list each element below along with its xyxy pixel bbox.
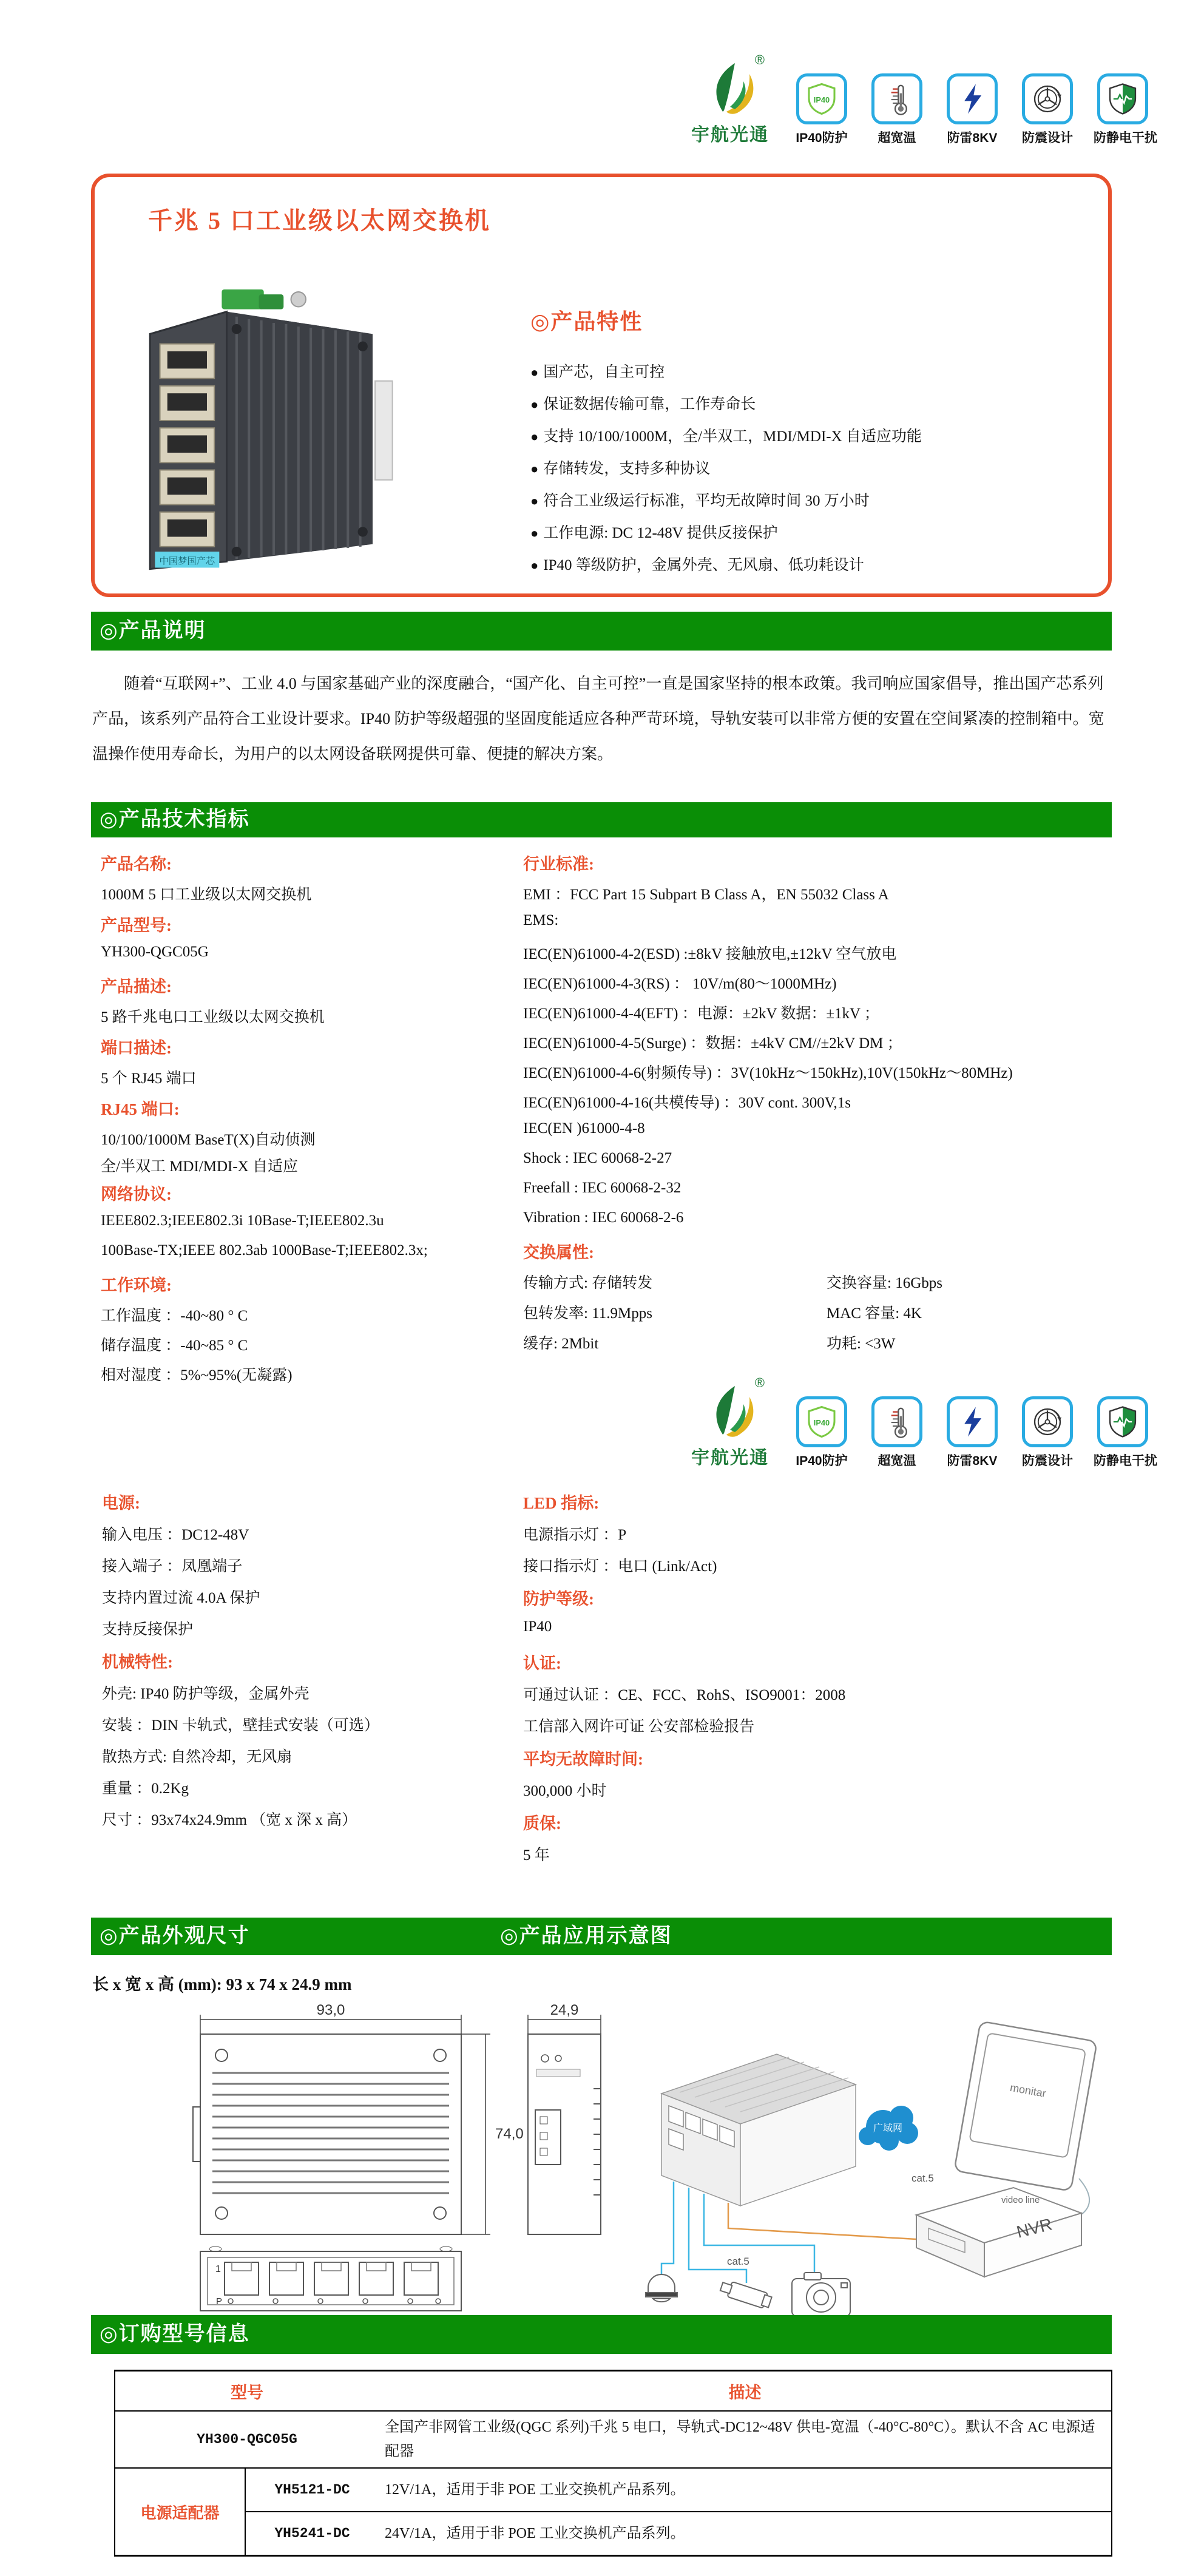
spec-label: RJ45 端口: — [101, 1100, 180, 1118]
spec-label: 机械特性: — [102, 1653, 173, 1671]
spec-label: 产品描述: — [101, 978, 172, 996]
spec-line: IEC(EN )61000-4-8 — [523, 1120, 645, 1137]
feature-item: ● 符合工业级运行标准，平均无故障时间 30 万小时 — [530, 485, 1077, 517]
badge-ip40: IP40 IP40防护 — [793, 1396, 851, 1469]
spec-line: 5 个 RJ45 端口 — [101, 1070, 197, 1087]
badge-anti-static: 防静电干扰 — [1094, 73, 1152, 146]
spec-line: IEC(EN)61000-4-16(共模传导) ：30V cont. 300V,1s — [523, 1095, 851, 1111]
brand-band-middle — [685, 1375, 1157, 1469]
spec-line: 接口指示灯 ：电口 (Link/Act) — [523, 1558, 717, 1575]
spec-line: 重量 ：0.2Kg — [102, 1780, 189, 1797]
appearance-heading: ◎产品外观尺寸 — [100, 1925, 250, 1947]
anti-vibration-icon — [1030, 1405, 1064, 1439]
feature-item: ● 支持 10/100/1000M，全/半双工，MDI/MDI-X 自适应功能 — [530, 421, 1077, 453]
feature-item: ● 保证数据传输可靠，工作寿命长 — [530, 388, 1077, 421]
section-bar-appearance — [91, 1918, 1112, 1955]
power-mech-column — [102, 1490, 515, 1839]
section-bar-tech: ◎产品技术指标 — [91, 802, 1112, 837]
spec-label: 质保: — [523, 1814, 561, 1833]
thermometer-icon — [880, 1405, 914, 1439]
spec-label: 工作环境: — [101, 1276, 172, 1294]
cloud-label: 广域网 — [873, 2123, 903, 2134]
badge-anti-vibration: 防震设计 — [1018, 73, 1077, 146]
section-bar-description: ◎产品说明 — [91, 612, 1112, 651]
spec-line: 安装 ：DIN 卡轨式，壁挂式安装（可选） — [102, 1717, 379, 1734]
spec-line: 电源指示灯 ：P — [523, 1527, 627, 1543]
order-table — [114, 2370, 1112, 2557]
spec-line: Vibration : IEC 60068-2-6 — [523, 1209, 684, 1226]
spec-line: IEEE802.3;IEEE802.3i 10Base-T;IEEE802.3u — [101, 1212, 384, 1229]
spec-line: Freefall : IEC 60068-2-32 — [523, 1180, 681, 1196]
led-cert-column — [523, 1490, 1115, 1875]
anti-static-icon — [1106, 1405, 1140, 1439]
lightning-icon — [955, 1405, 989, 1439]
spec-line: 工信部入网许可证 公安部检验报告 — [523, 1719, 755, 1735]
size-dimensions-line: 长 x 宽 x 高 (mm): 93 x 74 x 24.9 mm — [92, 1975, 352, 1993]
spec-label: 端口描述: — [101, 1039, 172, 1057]
section-bar-order: ◎订购型号信息 — [91, 2315, 1112, 2354]
product-photo — [113, 257, 435, 585]
order-desc: 全国产非网管工业级(QGC 系列)千兆 5 电口，导轨式-DC12~48V 供电-宽温（-40°C-80°C）。默认不含 AC 电源适配器 — [379, 2411, 1112, 2468]
feature-item: ● 存储转发，支持多种协议 — [530, 453, 1077, 485]
feature-item: ● 工作电源: DC 12-48V 提供反接保护 — [530, 517, 1077, 549]
anti-static-icon — [1106, 82, 1140, 116]
dim-depth-label: 24,9 — [550, 2002, 579, 2018]
order-header-row — [115, 2371, 1112, 2412]
spec-line: 储存温度 ：-40~85 ° C — [101, 1337, 248, 1354]
leaf-logo-icon — [697, 1379, 763, 1439]
spec-line: 5 路千兆电口工业级以太网交换机 — [101, 1009, 325, 1026]
spec-line: EMS: — [523, 912, 559, 928]
badge-lightning-8kv: 防雷8KV — [943, 73, 1001, 146]
anti-vibration-icon — [1030, 82, 1064, 116]
spec-label: 电源: — [102, 1494, 140, 1512]
video-line-label: video line — [1001, 2195, 1040, 2205]
spec-line: 支持反接保护 — [102, 1621, 194, 1638]
nvr-label: NVR — [1014, 2214, 1054, 2242]
spec-label: 网络协议: — [101, 1185, 172, 1203]
brand-name: 宇航光通 — [691, 1448, 769, 1468]
ip40-shield-icon — [805, 1405, 839, 1439]
features-list — [530, 356, 1077, 581]
spec-label: 行业标准: — [523, 855, 594, 873]
spec-line: 可通过认证 ：CE、FCC、RohS、ISO9001：2008 — [523, 1687, 846, 1703]
exchange-row: 包转发率: 11.9Mpps MAC 容量: 4K — [523, 1305, 922, 1322]
spec-line: IEC(EN)61000-4-5(Surge) ：数据：±4kV CM//±2kV DM ； — [523, 1035, 902, 1052]
brand-name: 宇航光通 — [691, 125, 769, 145]
badge-anti-vibration: 防震设计 — [1018, 1396, 1077, 1469]
spec-line: 100Base-TX;IEEE 802.3ab 1000Base-T;IEEE802.3x; — [101, 1242, 428, 1259]
exchange-row: 传输方式: 存储转发 交换容量: 16Gbps — [523, 1275, 942, 1291]
spec-line: IEC(EN)61000-4-2(ESD) :±8kV 接触放电,±12kV 空气放电 — [523, 946, 897, 962]
order-model: YH5121-DC — [245, 2468, 379, 2512]
order-row — [115, 2512, 1112, 2556]
spec-label: 防护等级: — [523, 1590, 594, 1608]
spec-line: 外壳: IP40 防护等级，金属外壳 — [102, 1686, 309, 1702]
tech-right-column — [523, 851, 1115, 1362]
badge-anti-static: 防静电干扰 — [1094, 1396, 1152, 1469]
feature-item: ● IP40 等级防护，金属外壳、无风扇、低功耗设计 — [530, 549, 1077, 581]
cat5-label-top: cat.5 — [911, 2172, 934, 2184]
spec-label: LED 指标: — [523, 1494, 600, 1512]
brand-logo — [685, 1375, 776, 1469]
application-diagram — [577, 2003, 1123, 2324]
spec-line: 工作温度 ：-40~80 ° C — [101, 1308, 248, 1324]
svg-text:IP40: IP40 — [813, 1418, 830, 1427]
spec-line: 1000M 5 口工业级以太网交换机 — [101, 887, 312, 903]
device-label: 中国梦国产芯 — [159, 556, 215, 567]
spec-line: IEC(EN)61000-4-4(EFT) ：电源：±2kV 数据：±1kV ； — [523, 1006, 879, 1022]
badge-wide-temp: 超宽温 — [868, 1396, 926, 1469]
leaf-logo-icon — [697, 56, 763, 117]
spec-line: 接入端子 ：凤凰端子 — [102, 1558, 243, 1575]
lightning-icon — [955, 82, 989, 116]
badge-ip40: IP40 IP40防护 — [793, 73, 851, 146]
spec-line: IP40 — [523, 1618, 552, 1635]
cat5-label-bottom: cat.5 — [727, 2256, 749, 2267]
bullet-camera-icon — [719, 2279, 773, 2310]
svg-text:IP40: IP40 — [813, 95, 830, 104]
spec-label: 交换属性: — [523, 1243, 594, 1262]
spec-line: IEC(EN)61000-4-6(射频传导) ：3V(10kHz～150kHz),10V(150kHz～80MHz) — [523, 1065, 1013, 1081]
dslr-camera-icon — [792, 2273, 850, 2316]
dome-camera-icon — [646, 2274, 677, 2302]
registered-mark: ® — [754, 52, 765, 67]
description-paragraph: 随着“互联网+”、工业 4.0 与国家基础产业的深度融合，“国产化、自主可控”一直是国家坚持的根本政策。我司响应国家倡导，推出国产芯系列产品，该系列产品符合工业设计要求。IP40 防护等级超强的坚固度能适应各种严苛环境，导轨安装可以非常方便的安置在空间紧凑的控制箱中。宽温操作使用寿命长，为用户的以太网设备联网提供可靠、便捷的解决方案。 — [92, 675, 1104, 763]
spec-line: 输入电压 ：DC12-48V — [102, 1527, 249, 1543]
spec-line: 10/100/1000M BaseT(X)自动侦测 — [101, 1132, 316, 1148]
order-desc: 24V/1A，适用于非 POE 工业交换机产品系列。 — [379, 2512, 1112, 2556]
order-col-model: 型号 — [115, 2371, 379, 2412]
order-model: YH300-QGC05G — [115, 2411, 379, 2468]
badge-wide-temp: 超宽温 — [868, 73, 926, 146]
spec-label: 产品型号: — [101, 916, 172, 935]
order-row — [115, 2411, 1112, 2468]
registered-mark: ® — [754, 1375, 765, 1390]
spec-line: 尺寸 ：93x74x24.9mm （宽 x 深 x 高） — [102, 1812, 357, 1828]
panel-led-label: P — [216, 2296, 223, 2307]
feature-item: ● 国产芯，自主可控 — [530, 356, 1077, 388]
spec-line: 300,000 小时 — [523, 1783, 607, 1799]
order-col-desc: 描述 — [379, 2371, 1112, 2412]
spec-line: EMI ：FCC Part 15 Subpart B Class A，EN 55032 Class A — [523, 887, 889, 903]
brand-band-top — [685, 52, 1157, 146]
panel-port-number: 1 — [215, 2264, 221, 2274]
exchange-row: 缓存: 2Mbit 功耗: <3W — [523, 1336, 896, 1352]
spec-label: 认证: — [523, 1654, 561, 1672]
features-heading: ◎产品特性 — [530, 309, 643, 334]
badge-lightning-8kv: 防雷8KV — [943, 1396, 1001, 1469]
product-title: 千兆 5 口工业级以太网交换机 — [148, 207, 491, 234]
dim-width-label: 93,0 — [316, 2002, 345, 2018]
spec-line: IEC(EN)61000-4-3(RS) ： 10V/m(80～1000MHz) — [523, 976, 837, 992]
spec-line: 相对湿度 ：5%~95%(无凝露) — [101, 1367, 293, 1384]
spec-line: 5 年 — [523, 1847, 550, 1864]
spec-line: 全/半双工 MDI/MDI-X 自适应 — [101, 1158, 298, 1175]
order-model: YH5241-DC — [245, 2512, 379, 2556]
monitor-label: monitar — [1009, 2081, 1047, 2100]
spec-line: 散热方式: 自然冷却，无风扇 — [102, 1749, 293, 1765]
order-row — [115, 2468, 1112, 2512]
features-block — [530, 305, 1077, 581]
ip40-shield-icon — [805, 82, 839, 116]
spec-label: 平均无故障时间: — [523, 1750, 643, 1768]
hero-box — [91, 174, 1112, 597]
application-heading: ◎产品应用示意图 — [500, 1925, 672, 1947]
tech-left-column — [101, 851, 513, 1393]
spec-line: YH300-QGC05G — [101, 944, 209, 960]
order-group-label: 电源适配器 — [115, 2468, 245, 2556]
spec-line: 支持内置过流 4.0A 保护 — [102, 1590, 260, 1606]
spec-label: 产品名称: — [101, 855, 172, 873]
order-desc: 12V/1A，适用于非 POE 工业交换机产品系列。 — [379, 2468, 1112, 2512]
spec-line: Shock : IEC 60068-2-27 — [523, 1150, 672, 1166]
dim-height-label: 74,0 — [495, 2126, 524, 2142]
brand-logo — [685, 52, 776, 146]
thermometer-icon — [880, 82, 914, 116]
